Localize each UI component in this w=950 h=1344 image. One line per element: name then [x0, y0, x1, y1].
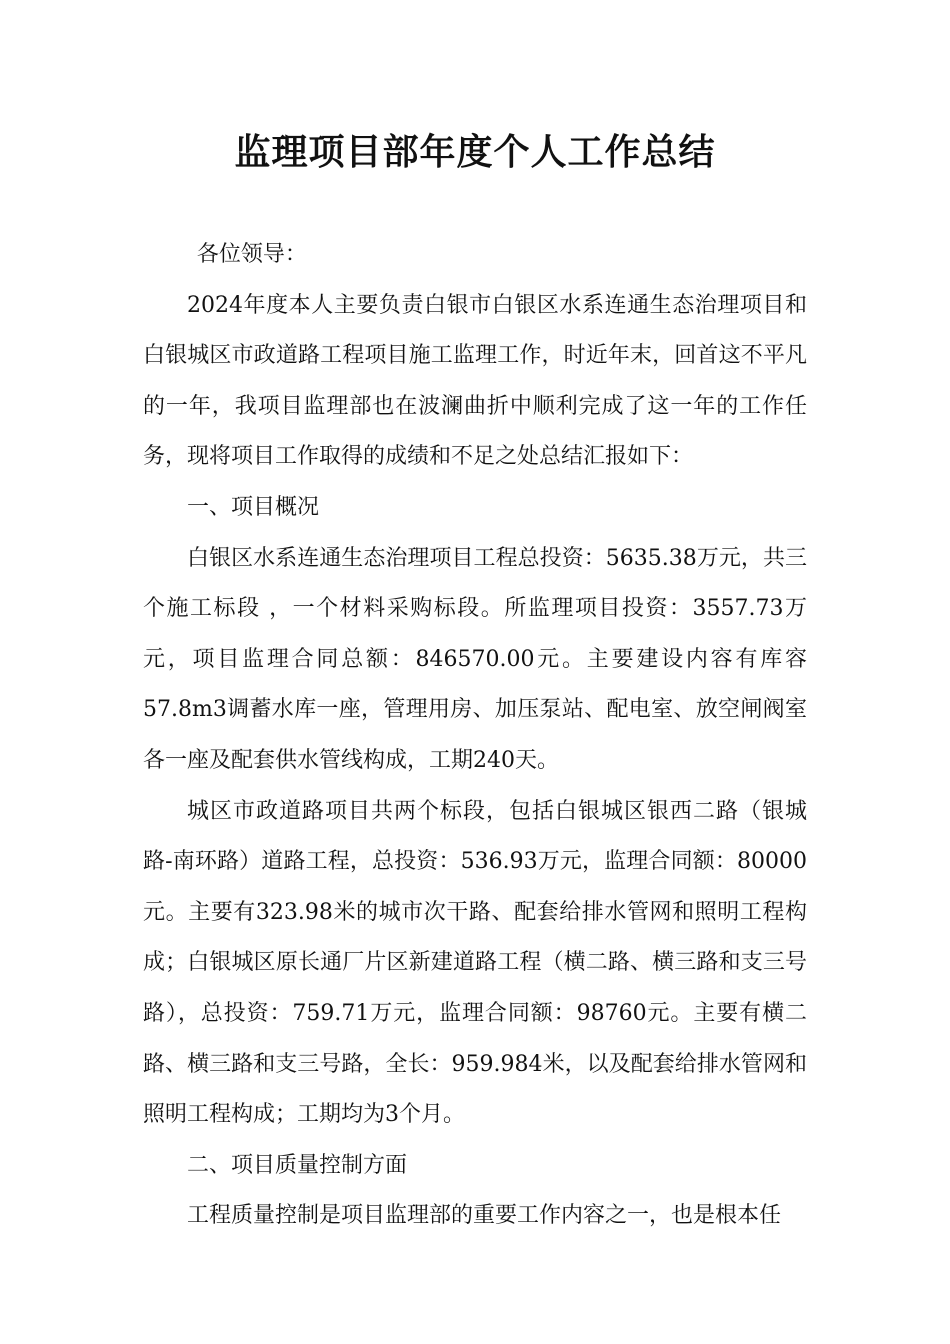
- intro-paragraph: 2024年度本人主要负责白银市白银区水系连通生态治理项目和白银城区市政道路工程项目施工监理工作，时近年末，回首这不平凡的一年，我项目监理部也在波澜曲折中顺利完成了这一年的工作任务，现将项目工作取得的成绩和不足之处总结汇报如下：: [143, 292, 807, 470]
- section-heading-overview: 一、项目概况: [187, 494, 320, 520]
- section-heading-quality: 二、项目质量控制方面: [187, 1152, 408, 1178]
- salutation: 各位领导：: [196, 242, 307, 267]
- paragraph-water-project: 白银区水系连通生态治理项目工程总投资：5635.38万元，共三个施工标段 ，一个材料采购标段。所监理项目投资：3557.73万元，项目监理合同总额：846570.00元。主要建设内容有库容57.8m3调蓄水库一座，管理用房、加压泵站、配电室、放空闸阀室各一座及配套供水管线构成，工期240天。: [143, 545, 807, 773]
- paragraph-quality-control: 工程质量控制是项目监理部的重要工作内容之一，也是根本任: [187, 1203, 782, 1229]
- paragraph-road-project: 城区市政道路项目共两个标段，包括白银城区银西二路（银城路-南环路）道路工程，总投资：536.93万元，监理合同额：80000元。主要有323.98米的城市次干路、配套给排水管网和照明工程构成；白银城区原长通厂片区新建道路工程（横二路、横三路和支三号路），总投资：759.71万元，监理合同额：98760元。主要有横二路、横三路和支三号路，全长：959.984米，以及配套给排水管网和照明工程构成；工期均为3个月。: [143, 798, 807, 1128]
- document-body: [143, 230, 807, 1242]
- document-title: 监理项目部年度个人工作总结: [234, 132, 716, 173]
